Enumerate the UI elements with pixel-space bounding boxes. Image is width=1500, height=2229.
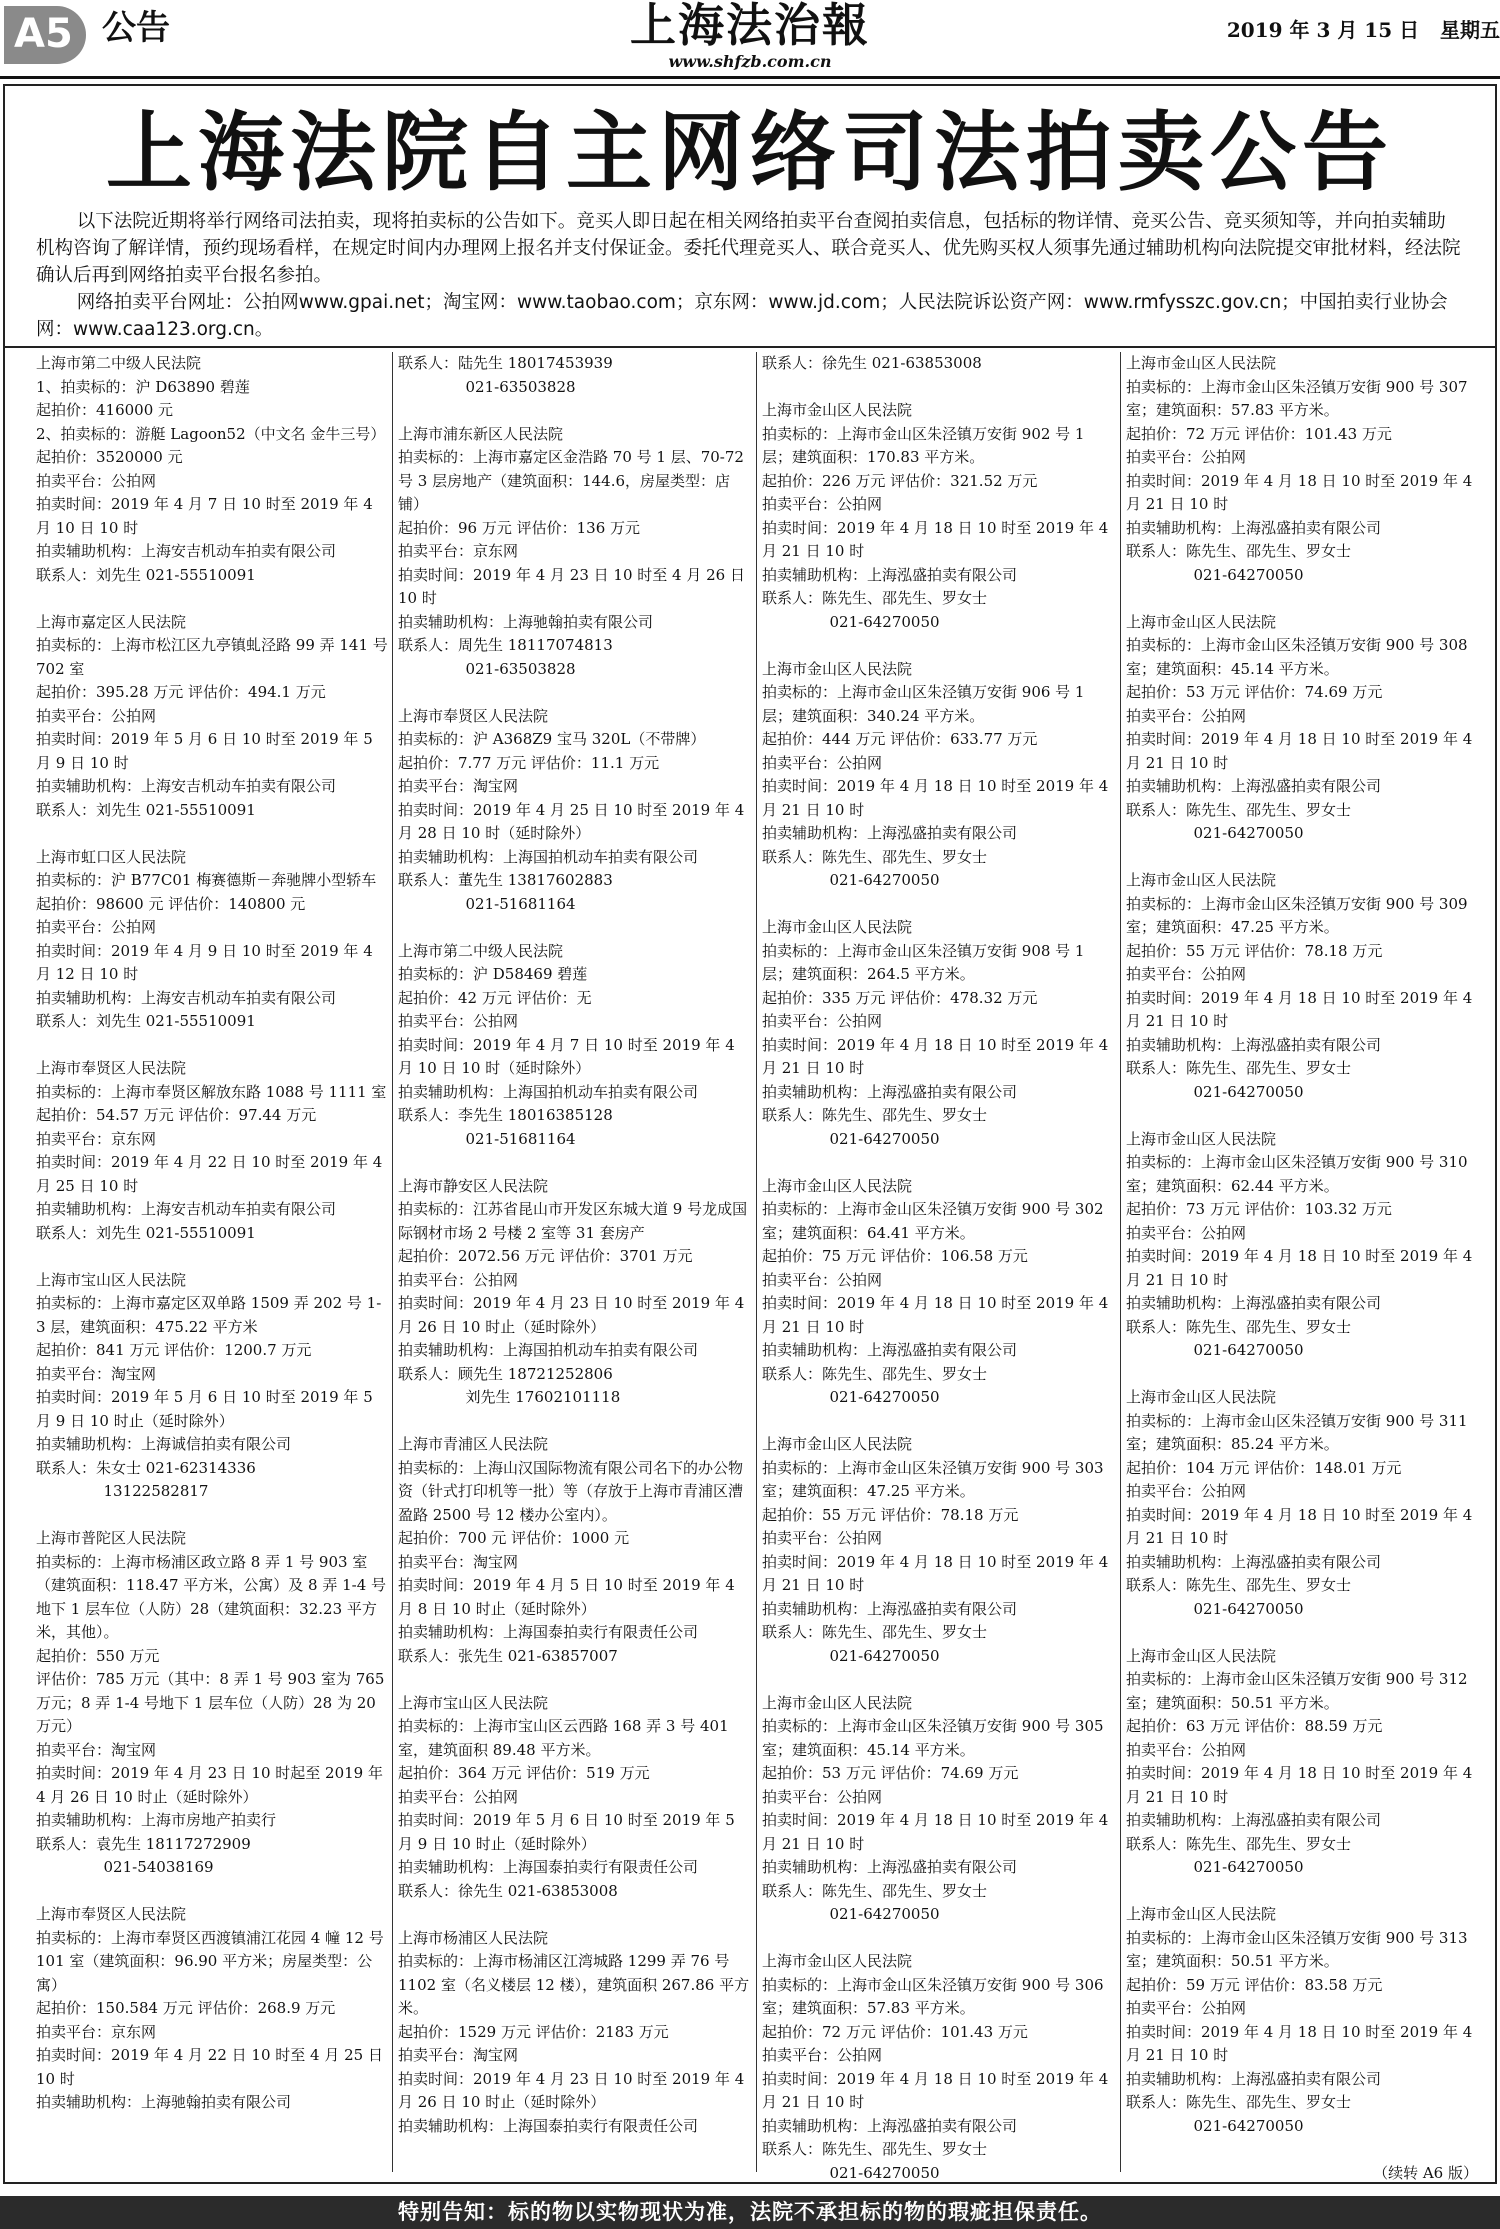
notice-line: 起拍价：42 万元 评估价：无 [398,988,592,1007]
auction-notice [762,916,1114,1151]
court-name: 上海市宝山区人民法院 [36,1270,187,1289]
notice-line: 起拍价：75 万元 评估价：106.58 万元 [762,1247,1028,1265]
auction-notice [1126,1903,1478,2138]
contact-extra: 021-64270050 [1193,1082,1304,1101]
notice-line: 起拍价：72 万元 评估价：101.43 万元 [1126,424,1392,443]
court-name: 上海市金山区人民法院 [1126,1129,1277,1148]
contact-extra: 021-51681164 [465,1129,576,1148]
notice-line: 拍卖时间：2019 年 5 月 6 日 10 时至 2019 年 5 月 9 日 10 时止（延时除外） [36,1388,373,1430]
notice-line: 拍卖平台：京东网 [398,542,519,560]
notice-line: 拍卖标的：上海市金山区朱泾镇万安街 900 号 311 室；建筑面积：85.24 平方米。 [1126,1411,1468,1453]
notice-line: 联系人：陈先生、邵先生、罗女士 [1126,542,1352,560]
notice-line: 拍卖时间：2019 年 4 月 7 日 10 时至 2019 年 4 月 10 日 10 时 [36,495,373,537]
auction-notice [36,846,388,1034]
notice-line: 拍卖标的：上海市金山区朱泾镇万安街 900 号 308 室；建筑面积：45.14 平方米。 [1126,636,1468,678]
notice-line: 拍卖标的：上海市奉贤区西渡镇浦江花园 4 幢 12 号 101 室（建筑面积：96.90 平方米；房屋类型：公寓） [36,1928,384,1994]
notice-line: 拍卖平台：公拍网 [762,1529,883,1547]
notice-line: 联系人：周先生 18117074813 [398,636,613,654]
notice-line: 起拍价：72 万元 评估价：101.43 万元 [762,2022,1028,2041]
contact-extra: 021-64270050 [1193,1341,1304,1359]
notice-line: 联系人：陈先生、邵先生、罗女士 [762,1881,988,1900]
court-name: 上海市奉贤区人民法院 [398,706,549,725]
contact-extra: 021-63503828 [465,659,576,678]
court-name: 上海市金山区人民法院 [1126,1905,1277,1923]
notice-line: 联系人：陈先生、邵先生、罗女士 [1126,1576,1352,1594]
court-name: 上海市金山区人民法院 [762,1176,913,1195]
notice-line: 起拍价：96 万元 评估价：136 万元 [398,518,641,537]
notice-line: 拍卖辅助机构：上海安吉机动车拍卖有限公司 [36,1200,337,1218]
notice-line: 拍卖平台：公拍网 [1126,1740,1247,1759]
auction-notice [36,1269,388,1504]
notice-line: 拍卖平台：公拍网 [398,1787,519,1806]
section-label: 公告 [102,8,170,48]
notice-line: 拍卖时间：2019 年 4 月 18 日 10 时至 2019 年 4 月 21 日 10 时 [1126,730,1473,772]
auction-notice [398,1692,750,1904]
auction-notice [762,1433,1114,1668]
notice-line: 拍卖平台：公拍网 [762,753,883,772]
notice-line: 拍卖辅助机构：上海泓盛拍卖有限公司 [762,2116,1018,2135]
notice-line: 拍卖辅助机构：上海泓盛拍卖有限公司 [1126,1811,1382,1829]
notice-line: 起拍价：54.57 万元 评估价：97.44 万元 [36,1106,317,1124]
notice-line: 拍卖时间：2019 年 4 月 22 日 10 时至 2019 年 4 月 25 日 10 时 [36,1153,383,1195]
notice-line: 拍卖时间：2019 年 4 月 7 日 10 时至 2019 年 4 月 10 日 10 时（延时除外） [398,1035,735,1077]
court-name: 上海市金山区人民法院 [1126,1388,1277,1406]
notice-line: 拍卖辅助机构：上海市房地产拍卖行 [36,1811,277,1829]
notice-line: 拍卖时间：2019 年 4 月 18 日 10 时至 2019 年 4 月 21 日 10 时 [1126,1764,1473,1806]
auction-notice [398,940,750,1152]
issue-date: 2019 年 3 月 15 日 星期五 [1226,18,1500,42]
notice-line: 拍卖时间：2019 年 4 月 18 日 10 时至 2019 年 4 月 21 日 10 时 [1126,471,1473,513]
auction-notice [762,1692,1114,1927]
court-name: 上海市金山区人民法院 [1126,871,1277,889]
court-name: 上海市金山区人民法院 [762,401,913,419]
contact-extra: 021-54038169 [103,1858,214,1876]
page-number-badge [4,6,86,64]
notice-line: 拍卖标的：上海山汉国际物流有限公司名下的办公物资（针式打印机等一批）等（存放于上海市青浦区漕盈路 2500 号 12 楼办公室内）。 [398,1458,744,1524]
notice-line: 起拍价：364 万元 评估价：519 万元 [398,1764,650,1782]
page-number: A5 [14,11,73,57]
notice-line: 联系人：徐先生 021-63853008 [398,1881,618,1900]
court-name: 上海市奉贤区人民法院 [36,1059,187,1077]
notice-line: 联系人：李先生 18016385128 [398,1106,613,1124]
notice-line: 评估价：785 万元（其中：8 弄 1 号 903 室为 765 万元；8 弄 1-4 号地下 1 层车位（人防）28 为 20 万元） [36,1670,385,1735]
website-url: www.shfzb.com.cn [668,52,832,71]
notice-line: 拍卖标的：上海市金山区朱泾镇万安街 906 号 1 层；建筑面积：340.24 平方米。 [762,683,1085,725]
notice-line: 拍卖平台：公拍网 [1126,1482,1247,1500]
notice-line: 起拍价：335 万元 评估价：478.32 万元 [762,988,1038,1007]
notice-line: 拍卖平台：公拍网 [1126,1999,1247,2017]
notice-line: 拍卖标的：上海市金山区朱泾镇万安街 900 号 302 室；建筑面积：64.41 平方米。 [762,1200,1104,1242]
notice-line: 起拍价：395.28 万元 评估价：494.1 万元 [36,683,326,701]
notice-line: 拍卖标的：上海市宝山区云西路 168 弄 3 号 401 室，建筑面积 89.48 平方米。 [398,1717,729,1759]
notice-line: 拍卖时间：2019 年 4 月 18 日 10 时至 2019 年 4 月 21 日 10 时 [762,1811,1109,1853]
notice-line: 起拍价：3520000 元 [36,448,183,466]
auction-notice [762,1950,1114,2185]
court-name: 上海市青浦区人民法院 [398,1435,549,1453]
court-name: 上海市虹口区人民法院 [36,847,187,866]
notice-line: 拍卖辅助机构：上海泓盛拍卖有限公司 [762,565,1018,584]
notice-line: 联系人：朱女士 021-62314336 [36,1458,256,1477]
court-name: 上海市金山区人民法院 [762,1435,913,1453]
contact-extra: 13122582817 [103,1482,209,1500]
notice-line: 拍卖标的：上海市奉贤区解放东路 1088 号 1111 室 [36,1082,387,1101]
auction-notice [36,1057,388,1245]
notice-line: 起拍价：700 元 评估价：1000 元 [398,1529,630,1547]
notice-line: 拍卖标的：上海市金山区朱泾镇万安街 900 号 303 室；建筑面积：47.25 平方米。 [762,1458,1104,1500]
auction-notice [398,1433,750,1668]
notice-line: 联系人：袁先生 18117272909 [36,1834,251,1853]
contact-extra: 刘先生 17602101118 [465,1388,621,1406]
notice-line: 联系人：陈先生、邵先生、罗女士 [1126,1059,1352,1077]
notice-line: 起拍价：98600 元 评估价：140800 元 [36,894,306,913]
contact-extra: 021-64270050 [1193,824,1304,842]
auction-notice [398,1175,750,1410]
notice-line: 拍卖标的：江苏省昆山市开发区东城大道 9 号龙成国际钢材市场 2 号楼 2 室等 31 套房产 [398,1200,748,1242]
notice-line: 拍卖标的：上海市松江区九亭镇虬泾路 99 弄 141 号 702 室 [36,636,388,678]
intro-paragraph: 以下法院近期将举行网络司法拍卖，现将拍卖标的公告如下。竞买人即日起在相关网络拍卖平台查阅拍卖信息，包括标的物详情、竞买公告、竞买须知等，并向拍卖辅助机构咨询了解详情，预约现场看样，在规定时间内办理网上报名并支付保证金。委托代理竞买人、联合竞买人、优先购买权人须事先通过辅助机构向法院提交审批材料，经法院确认后再到网络拍卖平台报名参拍。 [36,211,1461,286]
auction-notice [398,352,750,399]
notice-line: 拍卖辅助机构：上海泓盛拍卖有限公司 [762,1341,1018,1359]
notice-line: 联系人：刘先生 021-55510091 [36,565,256,584]
notice-line: 拍卖标的：沪 D58469 碧莲 [398,965,588,983]
notice-line: 拍卖时间：2019 年 4 月 18 日 10 时至 2019 年 4 月 21 日 10 时 [762,777,1109,819]
auction-notice [36,352,388,587]
notice-line: 拍卖时间：2019 年 4 月 25 日 10 时至 2019 年 4 月 28 日 10 时（延时除外） [398,800,745,842]
notice-line: 联系人：陈先生、邵先生、罗女士 [762,589,988,607]
notice-line: 拍卖时间：2019 年 5 月 6 日 10 时至 2019 年 5 月 9 日 10 时止（延时除外） [398,1811,735,1853]
court-name: 上海市嘉定区人民法院 [36,612,187,631]
notice-line: 联系人：陈先生、邵先生、罗女士 [762,1106,988,1124]
notice-line: 拍卖辅助机构：上海驰翰拍卖有限公司 [36,2093,292,2111]
notice-line: 拍卖时间：2019 年 4 月 22 日 10 时至 4 月 25 日 10 时 [36,2046,383,2088]
notice-line: 起拍价：55 万元 评估价：78.18 万元 [762,1505,1019,1524]
header-rule [0,76,1500,79]
notice-line: 联系人：陈先生、邵先生、罗女士 [1126,2093,1352,2111]
notice-line: 拍卖平台：公拍网 [1126,1223,1247,1242]
auction-notice [1126,1645,1478,1880]
notice-line: 拍卖时间：2019 年 5 月 6 日 10 时至 2019 年 5 月 9 日 10 时 [36,730,373,772]
notice-line: 拍卖时间：2019 年 4 月 9 日 10 时至 2019 年 4 月 12 日 10 时 [36,941,373,983]
page-header [0,0,1500,78]
notice-line: 起拍价：104 万元 评估价：148.01 万元 [1126,1458,1402,1477]
continued-note: （续转 A6 版） [1373,2163,1478,2182]
notice-line: 拍卖辅助机构：上海诚信拍卖有限公司 [36,1435,292,1453]
notice-line: 拍卖时间：2019 年 4 月 23 日 10 时至 2019 年 4 月 26 日 10 时止（延时除外） [398,2069,745,2111]
notice-line: 拍卖时间：2019 年 4 月 18 日 10 时至 2019 年 4 月 21 日 10 时 [1126,988,1473,1030]
court-name: 上海市普陀区人民法院 [36,1529,187,1547]
notice-column-2 [398,352,750,2162]
column-4-list [1126,352,1478,2138]
notice-line: 拍卖时间：2019 年 4 月 18 日 10 时至 2019 年 4 月 21 日 10 时 [762,1035,1109,1077]
notice-line: 拍卖辅助机构：上海安吉机动车拍卖有限公司 [36,542,337,560]
notice-line: 起拍价：550 万元 [36,1646,160,1665]
notice-line: 起拍价：7.77 万元 评估价：11.1 万元 [398,753,660,772]
column-divider [1120,352,1121,2172]
notice-line: 拍卖时间：2019 年 4 月 23 日 10 时起至 2019 年 4 月 26 日 10 时止（延时除外） [36,1764,383,1806]
court-name: 上海市金山区人民法院 [1126,1646,1277,1665]
notice-line: 联系人：顾先生 18721252806 [398,1364,613,1383]
contact-extra: 021-64270050 [829,2163,940,2182]
contact-extra: 021-64270050 [829,1388,940,1406]
notice-line: 联系人：陈先生、邵先生、罗女士 [1126,800,1352,819]
notice-line: 拍卖时间：2019 年 4 月 23 日 10 时至 4 月 26 日 10 时 [398,565,745,607]
court-name: 上海市金山区人民法院 [762,1693,913,1712]
notice-line: 联系人：陈先生、邵先生、罗女士 [1126,1834,1352,1853]
notice-line: 拍卖平台：公拍网 [398,1012,519,1030]
notice-line: 2、拍卖标的：游艇 Lagoon52（中文名 金牛三号） [36,424,386,443]
court-name: 上海市金山区人民法院 [762,659,913,678]
notice-line: 拍卖辅助机构：上海泓盛拍卖有限公司 [762,1599,1018,1618]
notice-line: 拍卖辅助机构：上海泓盛拍卖有限公司 [762,1082,1018,1101]
notice-line: 联系人：陈先生、邵先生、罗女士 [1126,1317,1352,1336]
notice-line: 拍卖辅助机构：上海安吉机动车拍卖有限公司 [36,777,337,795]
notice-line: 拍卖时间：2019 年 4 月 23 日 10 时至 2019 年 4 月 26 日 10 时止（延时除外） [398,1294,745,1336]
notice-line: 起拍价：2072.56 万元 评估价：3701 万元 [398,1247,693,1265]
auction-notice [1126,1128,1478,1363]
notice-line: 拍卖时间：2019 年 4 月 5 日 10 时至 2019 年 4 月 8 日 10 时止（延时除外） [398,1576,735,1618]
notice-line: 起拍价：150.584 万元 评估价：268.9 万元 [36,1999,336,2017]
special-notice-bar: 特别告知：标的物以实物现状为准，法院不承担标的物的瑕疵担保责任。 [0,2196,1500,2229]
court-name: 上海市杨浦区人民法院 [398,1928,549,1947]
notice-line: 拍卖平台：公拍网 [36,918,157,936]
notice-line: 拍卖标的：沪 B77C01 梅赛德斯－奔驰牌小型轿车 [36,871,377,889]
auction-notice [36,1903,388,2115]
notice-line: 起拍价：53 万元 评估价：74.69 万元 [1126,683,1383,701]
notice-line: 联系人：陈先生、邵先生、罗女士 [762,1623,988,1641]
auction-notice [762,658,1114,893]
notice-line: 联系人：陆先生 18017453939 [398,354,613,372]
notice-line: 拍卖标的：上海市金山区朱泾镇万安街 900 号 312 室；建筑面积：50.51 平方米。 [1126,1670,1468,1712]
notice-line: 拍卖时间：2019 年 4 月 18 日 10 时至 2019 年 4 月 21 日 10 时 [1126,1505,1473,1547]
notice-line: 拍卖标的：上海市嘉定区双单路 1509 弄 202 号 1-3 层，建筑面积：475.22 平方米 [36,1294,382,1336]
notice-line: 拍卖标的：上海市金山区朱泾镇万安街 908 号 1 层；建筑面积：264.5 平方米。 [762,941,1085,983]
notice-line: 拍卖时间：2019 年 4 月 18 日 10 时至 2019 年 4 月 21 日 10 时 [1126,1247,1473,1289]
notice-line: 拍卖平台：公拍网 [762,1787,883,1806]
notice-line: 拍卖标的：沪 A368Z9 宝马 320L（不带牌） [398,730,706,748]
notice-line: 拍卖标的：上海市金山区朱泾镇万安街 902 号 1 层；建筑面积：170.83 平方米。 [762,424,1085,466]
newspaper-masthead: 上海法治報 [630,0,870,52]
notice-line: 拍卖辅助机构：上海泓盛拍卖有限公司 [1126,1294,1382,1312]
notice-line: 拍卖时间：2019 年 4 月 18 日 10 时至 2019 年 4 月 21 日 10 时 [762,1552,1109,1594]
notice-line: 拍卖辅助机构：上海泓盛拍卖有限公司 [1126,1035,1382,1054]
notice-line: 拍卖标的：上海市金山区朱泾镇万安街 900 号 306 室；建筑面积：57.83 平方米。 [762,1975,1104,2017]
auction-notice [398,1927,750,2139]
auction-notice [762,399,1114,634]
notice-line: 拍卖平台：公拍网 [1126,448,1247,466]
notice-line: 拍卖辅助机构：上海国泰拍卖行有限责任公司 [398,1623,699,1641]
notice-line: 拍卖平台：公拍网 [762,495,883,513]
notice-line: 拍卖时间：2019 年 4 月 18 日 10 时至 2019 年 4 月 21 日 10 时 [762,1294,1109,1336]
court-name: 上海市金山区人民法院 [1126,354,1277,372]
notice-line: 拍卖时间：2019 年 4 月 18 日 10 时至 2019 年 4 月 21 日 10 时 [762,2069,1109,2111]
notice-line: 拍卖平台：公拍网 [1126,706,1247,725]
notice-line: 拍卖辅助机构：上海泓盛拍卖有限公司 [762,824,1018,842]
notice-line: 联系人：徐先生 021-63853008 [762,354,982,372]
notice-line: 拍卖平台：淘宝网 [398,1552,519,1571]
court-name: 上海市第二中级人民法院 [36,354,202,372]
notice-line: 起拍价：55 万元 评估价：78.18 万元 [1126,941,1383,960]
notice-line: 联系人：刘先生 021-55510091 [36,1012,256,1030]
contact-extra: 021-64270050 [829,1646,940,1665]
notice-line: 1、拍卖标的：沪 D63890 碧莲 [36,377,250,396]
contact-extra: 021-63503828 [465,377,576,396]
notice-line: 联系人：陈先生、邵先生、罗女士 [762,2140,988,2158]
auction-notice [762,1175,1114,1410]
auction-notice [398,705,750,917]
notice-line: 拍卖标的：上海市金山区朱泾镇万安街 900 号 309 室；建筑面积：47.25 平方米。 [1126,894,1468,936]
notice-line: 拍卖平台：京东网 [36,1129,157,1148]
notice-line: 起拍价：444 万元 评估价：633.77 万元 [762,730,1038,748]
notice-line: 拍卖辅助机构：上海国泰拍卖行有限责任公司 [398,1858,699,1876]
column-divider [392,352,393,2172]
notice-line: 拍卖辅助机构：上海泓盛拍卖有限公司 [762,1858,1018,1876]
notice-line: 拍卖标的：上海市金山区朱泾镇万安街 900 号 305 室；建筑面积：45.14 平方米。 [762,1717,1104,1759]
contact-extra: 021-64270050 [1193,1599,1304,1618]
notice-line: 拍卖标的：上海市金山区朱泾镇万安街 900 号 307 室；建筑面积：57.83 平方米。 [1126,377,1468,419]
notice-line: 起拍价：59 万元 评估价：83.58 万元 [1126,1975,1383,1994]
notice-line: 拍卖辅助机构：上海泓盛拍卖有限公司 [1126,2069,1382,2088]
notice-line: 拍卖标的：上海市嘉定区金浩路 70 号 1 层、70-72 号 3 层房地产（建筑面积：144.6，房屋类型：店铺） [398,448,744,513]
contact-extra: 021-64270050 [1193,1858,1304,1876]
notice-line: 起拍价：416000 元 [36,401,174,419]
notice-line: 拍卖平台：公拍网 [762,2046,883,2064]
auction-notice [36,611,388,823]
contact-extra: 021-64270050 [1193,565,1304,584]
court-name: 上海市浦东新区人民法院 [398,424,564,443]
auction-notice [762,352,1114,376]
court-name: 上海市奉贤区人民法院 [36,1905,187,1923]
intro-text [36,208,1464,343]
contact-extra: 021-64270050 [829,1129,940,1148]
notice-line: 拍卖平台：公拍网 [762,1270,883,1289]
notice-line: 拍卖标的：上海市杨浦区政立路 8 弄 1 号 903 室（建筑面积：118.47 平方米，公寓）及 8 弄 1-4 号地下 1 层车位（人防）28（建筑面积：32.23 平方米，其他）。 [36,1552,387,1641]
intro-platforms: 网络拍卖平台网址：公拍网www.gpai.net；淘宝网：www.taobao.com；京东网：www.jd.com；人民法院诉讼资产网：www.rmfysszc.gov.cn；中国拍卖行业协会网：www.caa123.org.cn。 [36,292,1448,340]
notice-line: 拍卖平台：淘宝网 [398,2046,519,2064]
column-divider [756,352,757,2172]
court-name: 上海市金山区人民法院 [1126,612,1277,631]
notice-line: 拍卖辅助机构：上海国泰拍卖行有限责任公司 [398,2116,699,2135]
auction-notice [1126,352,1478,587]
notice-line: 拍卖辅助机构：上海安吉机动车拍卖有限公司 [36,988,337,1007]
notice-line: 拍卖平台：淘宝网 [36,1740,157,1759]
contact-extra: 021-51681164 [465,894,576,913]
notice-line: 起拍价：73 万元 评估价：103.32 万元 [1126,1200,1392,1218]
auction-notice [1126,1386,1478,1621]
court-name: 上海市静安区人民法院 [398,1176,549,1195]
notice-line: 拍卖平台：公拍网 [36,471,157,490]
notice-column-1 [36,352,388,2138]
page-title: 上海法院自主网络司法拍卖公告 [106,103,1394,203]
notice-line: 拍卖标的：上海市金山区朱泾镇万安街 900 号 313 室；建筑面积：50.51 平方米。 [1126,1928,1468,1970]
notice-line: 联系人：刘先生 021-55510091 [36,1223,256,1242]
auction-notice [1126,869,1478,1104]
notice-line: 拍卖平台：淘宝网 [36,1364,157,1383]
auction-notice [398,423,750,682]
notice-line: 拍卖平台：公拍网 [1126,965,1247,983]
notice-line: 起拍价：63 万元 评估价：88.59 万元 [1126,1717,1383,1735]
notice-line: 拍卖辅助机构：上海国拍机动车拍卖有限公司 [398,847,699,866]
notice-line: 联系人：董先生 13817602883 [398,871,613,889]
contact-extra: 021-64270050 [1193,2116,1304,2135]
auction-notice [1126,611,1478,846]
notice-line: 联系人：张先生 021-63857007 [398,1646,618,1665]
notice-column-4 [1126,352,1478,2185]
court-name: 上海市第二中级人民法院 [398,941,564,960]
notice-line: 联系人：陈先生、邵先生、罗女士 [762,847,988,866]
notice-line: 联系人：陈先生、邵先生、罗女士 [762,1364,988,1383]
notice-line: 拍卖时间：2019 年 4 月 18 日 10 时至 2019 年 4 月 21 日 10 时 [1126,2022,1473,2064]
court-name: 上海市金山区人民法院 [762,918,913,936]
court-name: 上海市宝山区人民法院 [398,1693,549,1712]
contact-extra: 021-64270050 [829,871,940,889]
notice-line: 拍卖平台：公拍网 [398,1270,519,1289]
notice-line: 拍卖时间：2019 年 4 月 18 日 10 时至 2019 年 4 月 21 日 10 时 [762,518,1109,560]
intro-divider [5,346,1495,348]
notice-line: 拍卖标的：上海市金山区朱泾镇万安街 900 号 310 室；建筑面积：62.44 平方米。 [1126,1153,1468,1195]
notice-line: 拍卖平台：淘宝网 [398,777,519,795]
notice-line: 拍卖平台：公拍网 [762,1012,883,1030]
notice-line: 拍卖平台：公拍网 [36,706,157,725]
notice-line: 起拍价：226 万元 评估价：321.52 万元 [762,471,1038,490]
notice-line: 拍卖辅助机构：上海驰翰拍卖有限公司 [398,612,654,631]
court-name: 上海市金山区人民法院 [762,1952,913,1970]
contact-extra: 021-64270050 [829,1905,940,1923]
notice-column-3 [762,352,1114,2209]
notice-line: 起拍价：841 万元 评估价：1200.7 万元 [36,1341,312,1359]
notice-line: 拍卖辅助机构：上海泓盛拍卖有限公司 [1126,518,1382,537]
notice-line: 拍卖辅助机构：上海国拍机动车拍卖有限公司 [398,1341,699,1359]
notice-line: 起拍价：53 万元 评估价：74.69 万元 [762,1764,1019,1782]
notice-line: 拍卖辅助机构：上海泓盛拍卖有限公司 [1126,1552,1382,1571]
notice-line: 拍卖标的：上海市杨浦区江湾城路 1299 弄 76 号 1102 室（名义楼层 12 楼），建筑面积 267.86 平方米。 [398,1952,750,2017]
notice-line: 拍卖辅助机构：上海国拍机动车拍卖有限公司 [398,1082,699,1101]
contact-extra: 021-64270050 [829,612,940,631]
notice-line: 拍卖平台：京东网 [36,2022,157,2041]
notice-line: 拍卖辅助机构：上海泓盛拍卖有限公司 [1126,777,1382,795]
notice-line: 联系人：刘先生 021-55510091 [36,800,256,819]
notice-line: 起拍价：1529 万元 评估价：2183 万元 [398,2022,669,2041]
auction-notice [36,1527,388,1880]
